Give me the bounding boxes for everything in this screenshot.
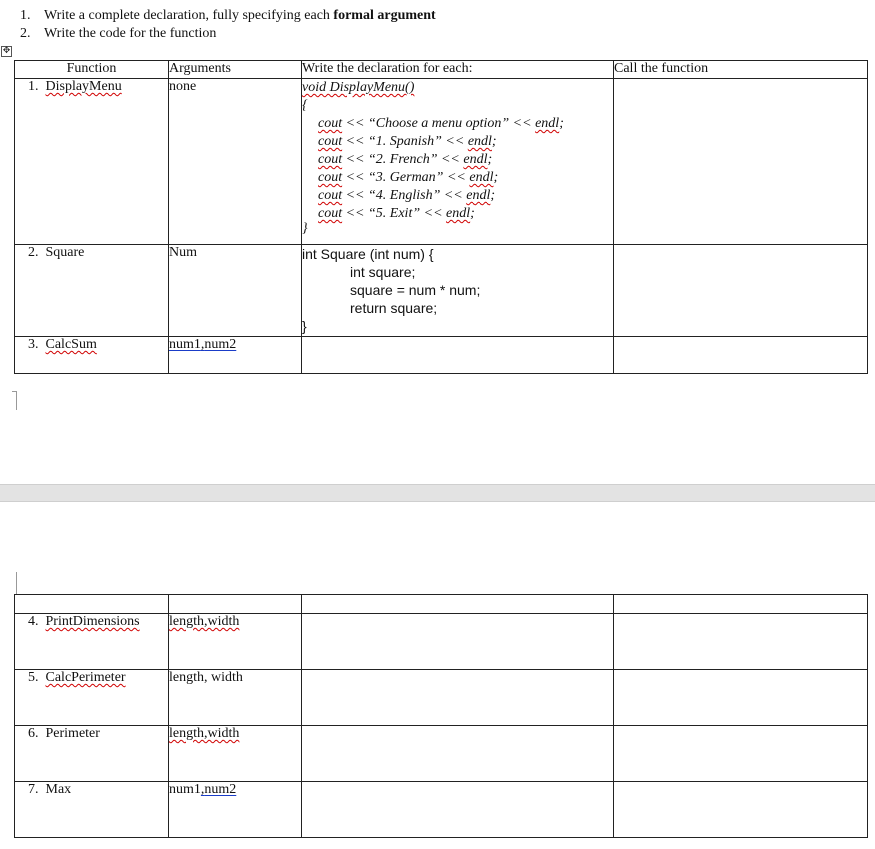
function-name: Square (45, 245, 85, 260)
instruction-2 (20, 25, 216, 43)
function-name: PrintDimensions (45, 614, 140, 629)
call-cell[interactable] (614, 79, 868, 245)
table-row (15, 726, 868, 782)
function-name: CalcPerimeter (45, 670, 126, 685)
margin-corner-mark (12, 572, 17, 594)
semicolon: ; (559, 116, 564, 131)
cout-keyword: cout (318, 170, 343, 185)
semicolon: ; (487, 152, 493, 167)
call-cell[interactable] (614, 245, 868, 337)
cout-block (302, 115, 613, 223)
row-number: 6. (28, 726, 39, 741)
instruction-2-text: Write the code for the function (44, 26, 217, 41)
declaration-cell[interactable] (302, 79, 614, 245)
header-cell[interactable] (15, 595, 169, 614)
code-line: square = num * num; (350, 282, 481, 298)
row-number: 7. (28, 782, 39, 797)
row-number: 2. (28, 245, 39, 260)
arg-sep: , (200, 782, 205, 797)
code-line (318, 115, 613, 133)
code-line (318, 133, 613, 151)
arg-b: num2 (204, 782, 237, 797)
table-move-handle-icon[interactable] (1, 46, 12, 57)
arg-b: num2 (204, 337, 237, 352)
args-text: length,width (169, 614, 240, 629)
args-text: length,width (169, 726, 240, 741)
function-name: Perimeter (45, 726, 100, 741)
cout-keyword: cout (318, 188, 343, 203)
header-call: Call the function (614, 61, 868, 79)
open-brace: { (302, 98, 308, 113)
arg-a: num1 (169, 782, 201, 797)
args-text: length, width (169, 670, 243, 685)
page-break-gap (0, 484, 875, 502)
semicolon: ; (470, 206, 475, 221)
code-line (318, 187, 613, 205)
code-line: int square; (350, 264, 416, 280)
row-number: 5. (28, 670, 39, 685)
instruction-2-number: 2. (20, 26, 31, 41)
code-line (318, 169, 613, 187)
declaration-cell[interactable] (302, 614, 614, 670)
move-glyph: ✥ (2, 46, 11, 56)
call-cell[interactable] (614, 614, 868, 670)
header-function: Function (15, 61, 169, 79)
margin-corner-mark (12, 391, 17, 410)
endl-keyword: endl (467, 134, 492, 149)
arguments-cell[interactable] (169, 782, 302, 838)
endl-keyword: endl (466, 188, 491, 203)
arguments-cell[interactable]: Num (169, 245, 302, 337)
header-declaration: Write the declaration for each: (302, 61, 614, 79)
table-row (15, 79, 868, 245)
function-name: DisplayMenu (45, 79, 122, 94)
header-arguments: Arguments (169, 61, 302, 79)
semicolon: ; (490, 188, 496, 203)
function-cell[interactable] (15, 726, 169, 782)
function-cell[interactable] (15, 337, 169, 374)
function-cell[interactable] (15, 245, 169, 337)
instruction-1-bold: formal argument (333, 8, 436, 23)
call-cell[interactable] (614, 726, 868, 782)
arguments-cell[interactable] (169, 670, 302, 726)
cout-text: << “4. English” << (342, 188, 467, 203)
arguments-cell[interactable] (169, 337, 302, 374)
table-row (15, 670, 868, 726)
cout-keyword: cout (318, 206, 343, 221)
declaration-cell[interactable] (302, 337, 614, 374)
function-cell[interactable] (15, 670, 169, 726)
arguments-cell[interactable] (169, 614, 302, 670)
instruction-1-number: 1. (20, 8, 31, 23)
code-line (318, 151, 613, 169)
function-cell[interactable] (15, 614, 169, 670)
endl-keyword: endl (469, 170, 494, 185)
table-row (15, 245, 868, 337)
header-row (15, 61, 868, 79)
call-cell[interactable] (614, 670, 868, 726)
code-line: int Square (int num) { (302, 246, 434, 262)
declaration-cell[interactable] (302, 726, 614, 782)
function-cell[interactable] (15, 79, 169, 245)
call-cell[interactable] (614, 337, 868, 374)
cout-keyword: cout (318, 134, 343, 149)
function-name: Max (45, 782, 72, 797)
code-line: } (302, 318, 307, 334)
row-number: 3. (28, 337, 39, 352)
endl-keyword: endl (463, 152, 488, 167)
declaration-cell[interactable] (302, 670, 614, 726)
cout-text: << “1. Spanish” << (342, 134, 468, 149)
declaration-cell[interactable] (302, 245, 614, 337)
cout-keyword: cout (318, 116, 343, 131)
call-cell[interactable] (614, 782, 868, 838)
function-name: CalcSum (45, 337, 97, 352)
blank-header-row (15, 595, 868, 614)
functions-table-1 (14, 60, 868, 374)
table-row (15, 614, 868, 670)
table-row (15, 337, 868, 374)
header-cell[interactable] (302, 595, 614, 614)
arg-sep: , (200, 337, 205, 352)
endl-keyword: endl (446, 206, 471, 221)
arguments-cell[interactable] (169, 726, 302, 782)
function-cell[interactable] (15, 782, 169, 838)
code-line (318, 205, 613, 223)
cout-text: << “Choose a menu option” << (342, 116, 536, 131)
cout-text: << “5. Exit” << (342, 206, 447, 221)
arg-a: num1 (169, 337, 201, 352)
header-cell[interactable] (614, 595, 868, 614)
semicolon: ; (493, 170, 499, 185)
functions-table-2 (14, 594, 868, 838)
semicolon: ; (491, 134, 497, 149)
table-row (15, 782, 868, 838)
declaration-cell[interactable] (302, 782, 614, 838)
cout-text: << “2. French” << (342, 152, 464, 167)
arguments-cell[interactable]: none (169, 79, 302, 245)
instruction-1-text: Write a complete declaration, fully specifying each (44, 8, 334, 23)
endl-keyword: endl (535, 116, 560, 131)
row-number: 4. (28, 614, 39, 629)
declaration-signature (302, 79, 613, 97)
close-brace: } (302, 221, 308, 236)
instruction-1 (20, 7, 436, 25)
row-number: 1. (28, 79, 39, 94)
header-cell[interactable] (169, 595, 302, 614)
cout-keyword: cout (318, 152, 343, 167)
signature-text: void DisplayMenu() (302, 80, 415, 95)
cout-text: << “3. German” << (342, 170, 470, 185)
code-line: return square; (350, 300, 438, 316)
